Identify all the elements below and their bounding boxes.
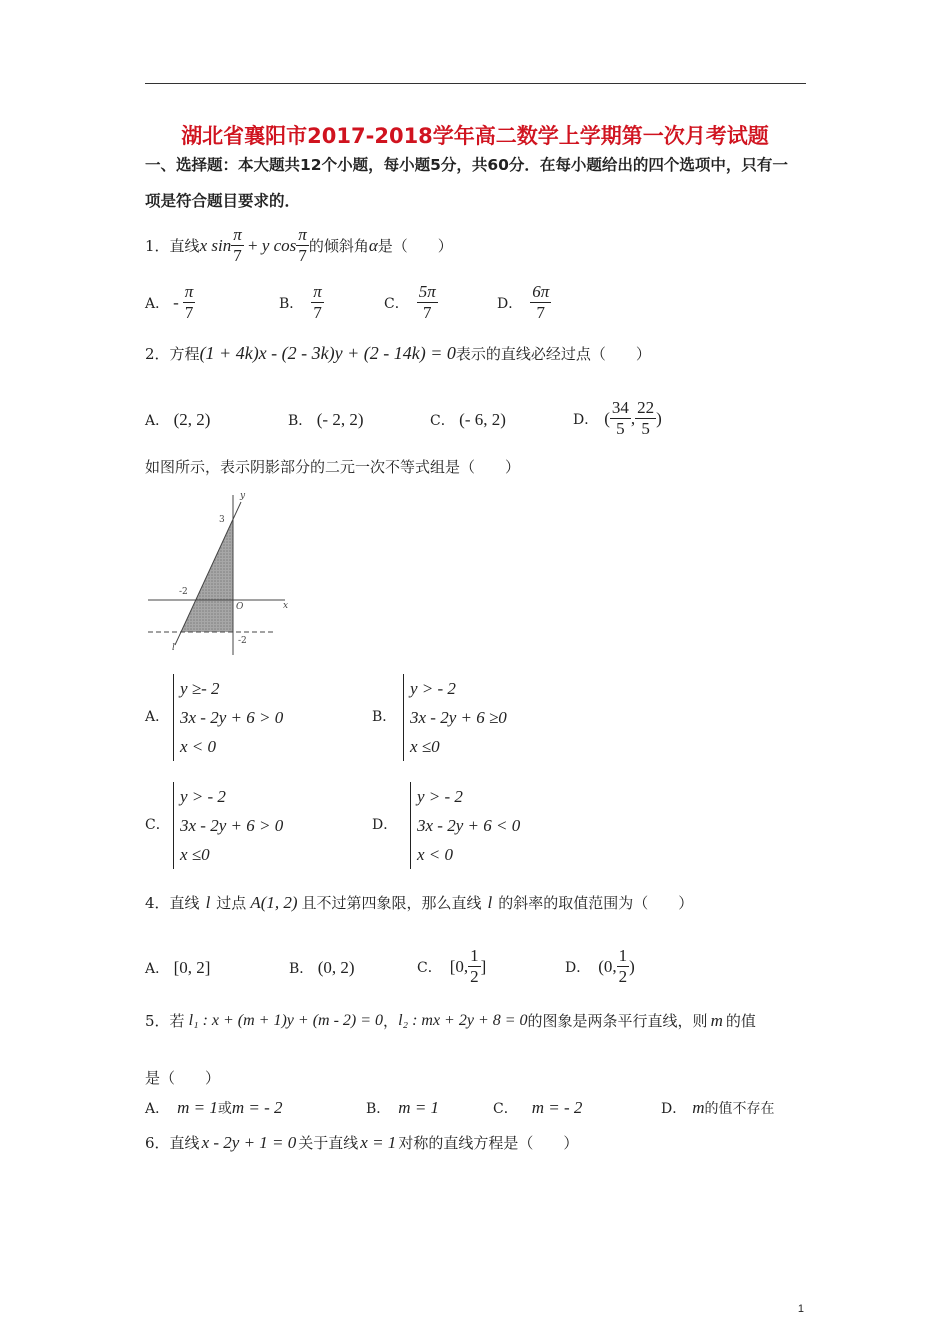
section-instruction-line1: 一、选择题：本大题共12个小题，每小题5分，共60分．在每小题给出的四个选项中，只有一 [145, 156, 788, 174]
tick-neg2-x: -2 [179, 587, 188, 597]
q4-option-b: B． (0, 2) [289, 958, 355, 977]
page-title: 湖北省襄阳市2017-2018学年高二数学上学期第一次月考试题 [181, 124, 769, 148]
section-instruction-line2: 项是符合题目要求的． [145, 192, 301, 210]
question-3: 如图所示，表示阴影部分的二元一次不等式组是（ ） [145, 458, 521, 476]
q1-option-c: C． $\frac{5\pi}{7}$ [384, 282, 436, 322]
q5-option-b: B． m = 1 [366, 1098, 440, 1117]
q2-option-b: B． (- 2, 2) [288, 410, 364, 429]
page-number: 1 [797, 1303, 804, 1315]
question-5-line2: 是（ ） [145, 1069, 221, 1087]
question-1: 1． 直线 x sin $\frac{\pi}{7}$ + y cos $\frac{\pi}{7}$ 的倾斜角 α 是（ ） [145, 225, 453, 265]
q3-option-c-system: y > - 2 3x - 2y + 6 > 0 x ≤0 [173, 782, 283, 869]
q1-option-a: A． - $\frac{\pi}{7}$ [145, 282, 194, 322]
q3-option-a-label: A． [145, 709, 170, 725]
q4-option-d: D． (0, $\frac{1}{2}$ ) [565, 946, 635, 986]
q3-option-d-label: D． [372, 817, 398, 833]
q2-option-d: D． ( $\frac{34}{5}$ , $\frac{22}{5}$ ) [573, 398, 662, 438]
q1-option-d: D． $\frac{6\pi}{7}$ [497, 282, 550, 322]
q5-option-d: D． m 的值不存在 [661, 1098, 775, 1117]
y-label: y [240, 491, 246, 501]
question-5: 5． 若 l₁ : x + (m + 1)y + (m - 2) = 0 ， l₂ : mx + 2y + 8 = 0 的图象是两条平行直线，则 m 的值 [145, 1010, 756, 1030]
line-label: l [172, 643, 175, 653]
q2-option-c: C． (- 6, 2) [430, 410, 506, 429]
origin-label: O [236, 602, 244, 612]
q5-option-c: C． m = - 2 [493, 1098, 583, 1117]
header-rule [145, 83, 806, 84]
q5-option-a: A． m = 1 或 m = - 2 [145, 1098, 283, 1117]
q4-option-c: C． [0, $\frac{1}{2}$ ] [417, 946, 487, 986]
question-4: 4． 直线 l 过点 A(1, 2) 且不过第四象限，那么直线 l 的斜率的取值范围为（ ） [145, 892, 694, 912]
question-2: 2． 方程 (1 + 4k)x - (2 - 3k)y + (2 - 14k) = 0 表示的直线必经过点（ ） [145, 343, 651, 363]
fraction: $\frac{\pi}{7}$ [233, 225, 242, 265]
q1-option-b: B． $\frac{\pi}{7}$ [279, 282, 322, 322]
q3-option-b-label: B． [372, 709, 397, 725]
q3-option-d-system: y > - 2 3x - 2y + 6 < 0 x < 0 [410, 782, 520, 869]
q4-option-a: A． [0, 2] [145, 958, 211, 977]
q3-figure [145, 490, 295, 660]
q3-option-c-label: C． [145, 817, 170, 833]
x-label: x [283, 601, 289, 611]
q3-option-a-system: y ≥- 2 3x - 2y + 6 > 0 x < 0 [173, 674, 283, 761]
q2-option-a: A． (2, 2) [145, 410, 211, 429]
tick-neg2-y: -2 [238, 636, 247, 646]
question-6: 6． 直线 x - 2y + 1 = 0 关于直线 x = 1 对称的直线方程是（ ） [145, 1132, 579, 1152]
fraction: $\frac{\pi}{7}$ [298, 225, 307, 265]
q3-option-b-system: y > - 2 3x - 2y + 6 ≥0 x ≤0 [403, 674, 507, 761]
tick-3: 3 [219, 515, 225, 525]
